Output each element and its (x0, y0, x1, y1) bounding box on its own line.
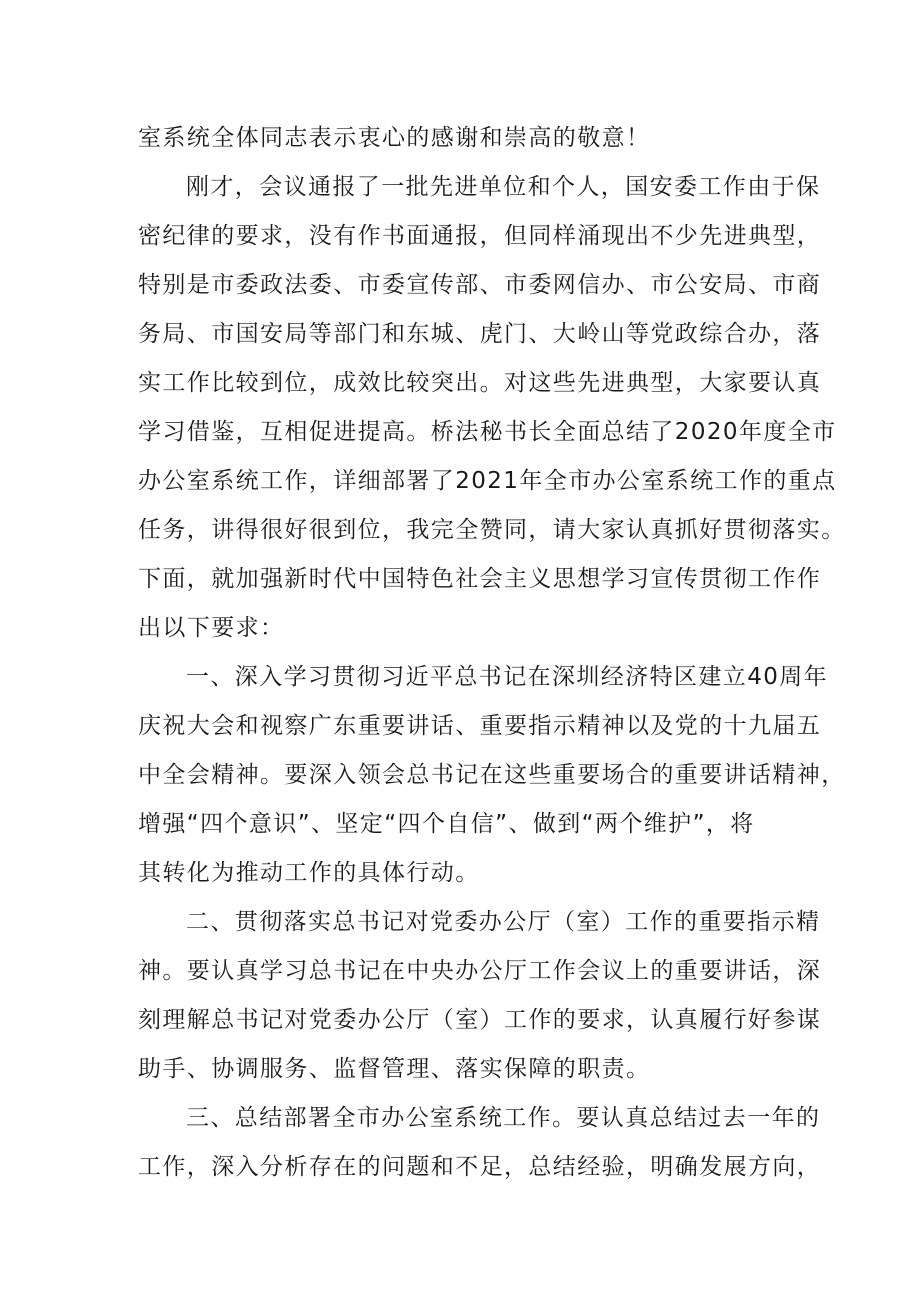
paragraph-line: 刚才，会议通报了一批先进单位和个人，国安委工作由于保 (186, 174, 821, 200)
paragraph-line: 三、总结部署全市办公室系统工作。要认真总结过去一年的 (186, 1105, 821, 1131)
text-line: 室系统全体同志表示衷心的感谢和崇高的敬意！ (138, 125, 651, 151)
text-line: 任务，讲得很好很到位，我完全赞同，请大家认真抓好贯彻落实。 (138, 517, 846, 543)
text-line: 助手、协调服务、监督管理、落实保障的职责。 (138, 1056, 651, 1082)
text-line: 密纪律的要求，没有作书面通报，但同样涌现出不少先进典型， (138, 223, 822, 249)
text-line: 下面，就加强新时代中国特色社会主义思想学习宣传贯彻工作作 (138, 566, 822, 592)
text-line: 特别是市委政法委、市委宣传部、市委网信办、市公安局、市商 (138, 272, 822, 298)
text-line: 工作，深入分析存在的问题和不足，总结经验，明确发展方向， (138, 1154, 822, 1180)
text-line: 庆祝大会和视察广东重要讲话、重要指示精神以及党的十九届五 (138, 713, 822, 739)
text-line: 其转化为推动工作的具体行动。 (138, 860, 480, 886)
text-line: 神。要认真学习总书记在中央办公厅工作会议上的重要讲话，深 (138, 958, 822, 984)
text-line: 增强“四个意识”、坚定“四个自信”、做到“两个维护”，将 (138, 811, 755, 837)
text-line: 出以下要求： (138, 615, 285, 641)
text-line: 学习借鉴，互相促进提高。桥法秘书长全面总结了2020年度全市 (138, 419, 837, 445)
text-line: 办公室系统工作，详细部署了2021年全市办公室系统工作的重点 (138, 468, 837, 494)
text-line: 实工作比较到位，成效比较突出。对这些先进典型，大家要认真 (138, 370, 822, 396)
text-line: 中全会精神。要深入领会总书记在这些重要场合的重要讲话精神， (138, 762, 846, 788)
text-line: 务局、市国安局等部门和东城、虎门、大岭山等党政综合办，落 (138, 321, 822, 347)
text-line: 刻理解总书记对党委办公厅（室）工作的要求，认真履行好参谋 (138, 1007, 822, 1033)
paragraph-line: 一、深入学习贯彻习近平总书记在深圳经济特区建立40周年 (186, 664, 829, 690)
paragraph-line: 二、贯彻落实总书记对党委办公厅（室）工作的重要指示精 (186, 909, 821, 935)
